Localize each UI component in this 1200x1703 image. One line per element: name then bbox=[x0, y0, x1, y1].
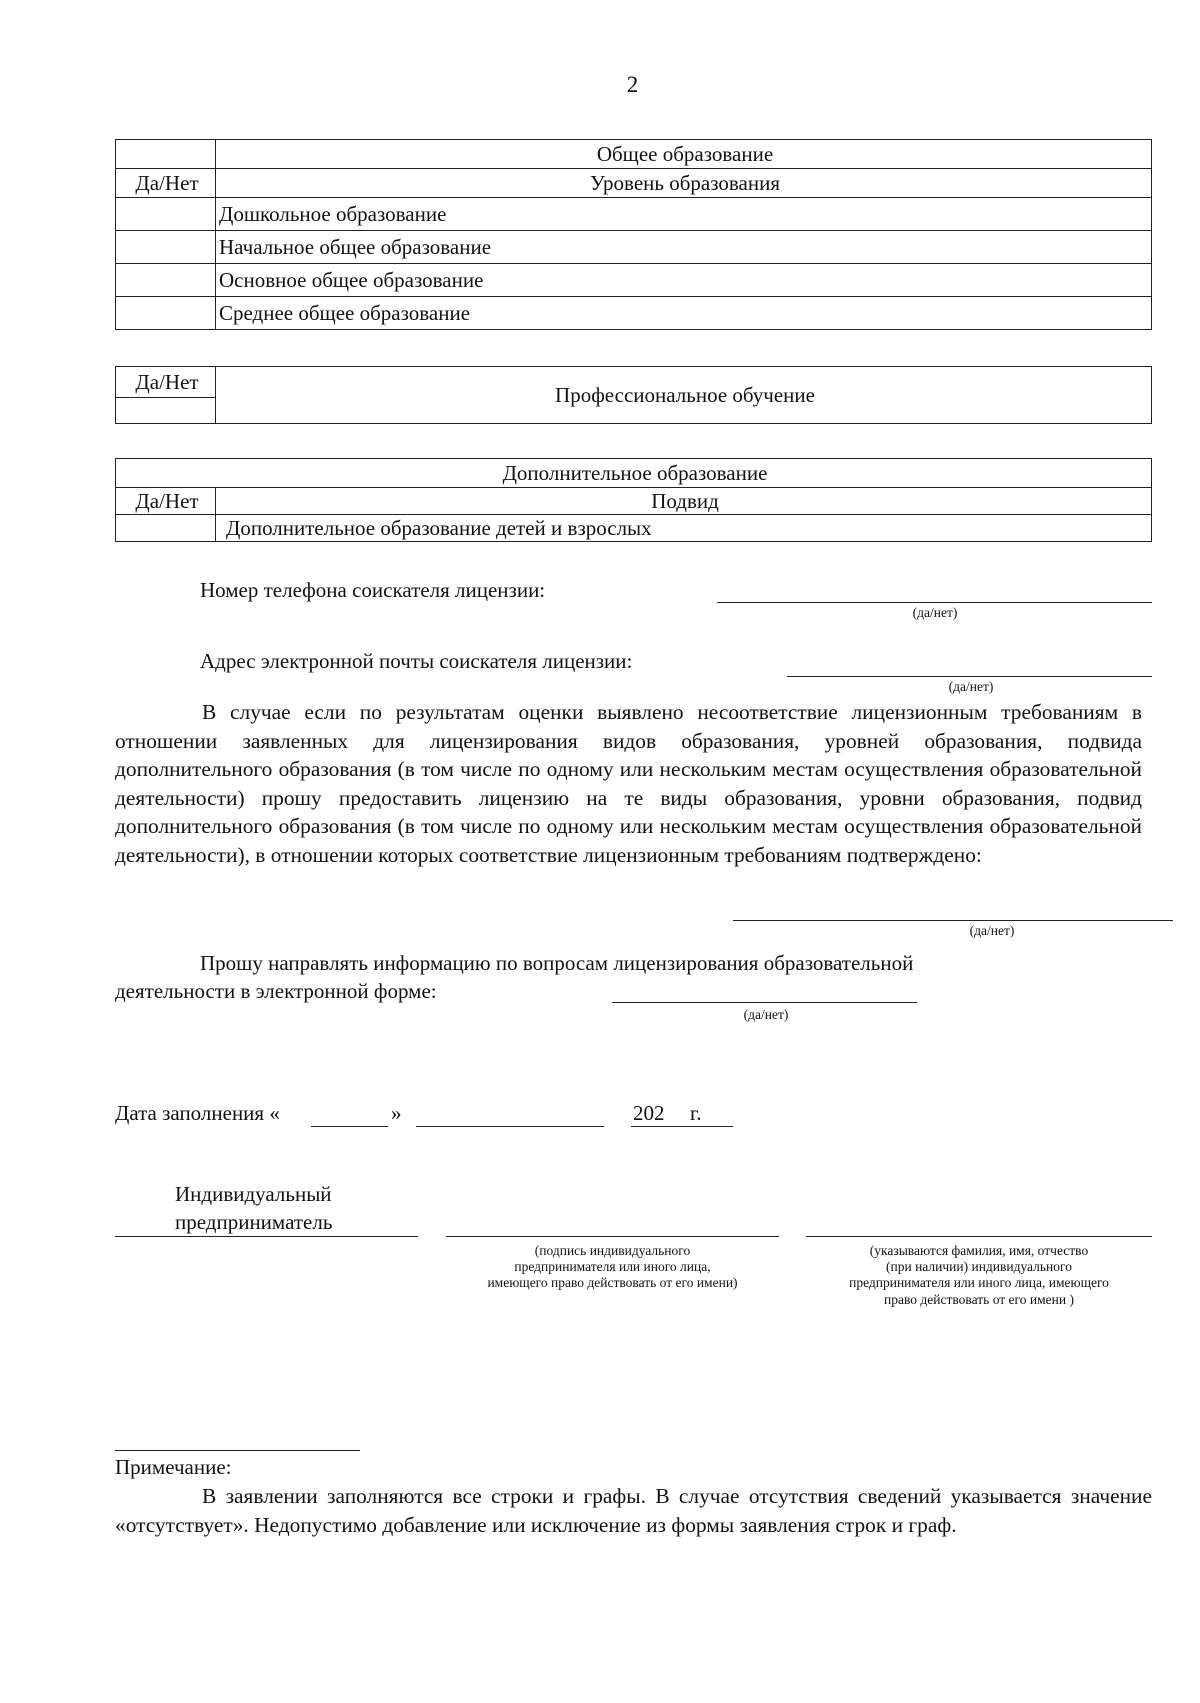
additional-education-header: Дополнительное образование bbox=[116, 459, 1152, 488]
full-name-hint-line: (указываются фамилия, имя, отчество bbox=[869, 1243, 1089, 1258]
page-number: 2 bbox=[626, 72, 639, 97]
nonconformity-paragraph: В случае если по результатам оценки выявлено несоответствие лицензионным требованиям в отношении заявленных для лицензирования видов образования, уровней образования, подвида дополнительного образования (в том числе по одному или нескольким местам осуществления образовательной деятельности) прошу предоставить лицензию на те виды образования, уровни образования, подвид дополнительного образования (в том числе по одному или нескольким местам осуществления образовательной деятельности), в отношении которых соответствие лицензионным требованиям подтверждено: bbox=[115, 700, 1142, 867]
electronic-line2: деятельности в электронной форме: bbox=[115, 979, 437, 1003]
date-year-suffix: г. bbox=[690, 1101, 702, 1125]
general-education-header: Общее образование bbox=[216, 140, 1152, 169]
nonconformity-hint: (да/нет) bbox=[969, 923, 1015, 938]
email-label: Адрес электронной почты соискателя лицензии: bbox=[200, 649, 633, 673]
electronic-field[interactable] bbox=[612, 1002, 917, 1003]
full-name-field[interactable] bbox=[806, 1236, 1152, 1237]
subtype-header: Подвид bbox=[216, 488, 1152, 515]
level-row: Дошкольное образование bbox=[216, 198, 1152, 231]
phone-field[interactable] bbox=[717, 602, 1152, 603]
date-day-field[interactable] bbox=[311, 1126, 388, 1127]
note-text: В заявлении заполняются все строки и графы. В случае отсутствия сведений указывается значение «отсутствует». Недопустимо добавление или исключение из формы заявления строк и граф. bbox=[115, 1484, 1152, 1537]
signature-hint bbox=[446, 1243, 779, 1292]
empty-cell bbox=[116, 140, 216, 169]
yes-no-cell[interactable] bbox=[116, 264, 216, 297]
level-row: Начальное общее образование bbox=[216, 231, 1152, 264]
role-line2: предприниматель bbox=[175, 1210, 333, 1234]
date-year-field[interactable] bbox=[631, 1126, 733, 1127]
level-row: Основное общее образование bbox=[216, 264, 1152, 297]
date-close-quote: » bbox=[391, 1101, 402, 1125]
date-year: 202 bbox=[633, 1101, 665, 1125]
yes-no-cell[interactable] bbox=[116, 515, 216, 542]
electronic-hint: (да/нет) bbox=[743, 1007, 789, 1022]
date-label: Дата заполнения « bbox=[115, 1101, 280, 1125]
signature-field[interactable] bbox=[446, 1236, 779, 1237]
yes-no-cell[interactable] bbox=[116, 297, 216, 330]
note-separator bbox=[115, 1450, 360, 1451]
subtype-row: Дополнительное образование детей и взрослых bbox=[216, 515, 1152, 542]
general-education-table bbox=[115, 139, 1152, 330]
level-header: Уровень образования bbox=[216, 169, 1152, 198]
yes-no-header: Да/Нет bbox=[116, 367, 216, 398]
yes-no-cell[interactable] bbox=[116, 398, 216, 424]
signature-hint-line: имеющего право действовать от его имени) bbox=[487, 1275, 738, 1291]
yes-no-header: Да/Нет bbox=[116, 169, 216, 198]
phone-label: Номер телефона соискателя лицензии: bbox=[200, 578, 546, 602]
electronic-line1: Прошу направлять информацию по вопросам лицензирования образовательной bbox=[200, 951, 914, 975]
role-underline bbox=[115, 1236, 418, 1237]
full-name-hint-line: право действовать от его имени ) bbox=[884, 1291, 1074, 1307]
date-month-field[interactable] bbox=[416, 1126, 604, 1127]
level-row: Среднее общее образование bbox=[216, 297, 1152, 330]
full-name-hint-line: предпринимателя или иного лица, имеющего bbox=[849, 1275, 1109, 1291]
additional-education-table bbox=[115, 458, 1152, 542]
full-name-hint bbox=[806, 1243, 1152, 1308]
full-name-hint-line: (при наличии) индивидуального bbox=[886, 1259, 1072, 1275]
signature-hint-line: (подпись индивидуального bbox=[534, 1243, 691, 1258]
yes-no-header: Да/Нет bbox=[116, 488, 216, 515]
note-title: Примечание: bbox=[115, 1455, 232, 1479]
signature-hint-line: предпринимателя или иного лица, bbox=[514, 1259, 711, 1275]
professional-training-table bbox=[115, 366, 1152, 424]
nonconformity-field[interactable] bbox=[733, 920, 1173, 921]
yes-no-cell[interactable] bbox=[116, 198, 216, 231]
phone-hint: (да/нет) bbox=[912, 605, 958, 620]
email-hint: (да/нет) bbox=[948, 679, 994, 694]
yes-no-cell[interactable] bbox=[116, 231, 216, 264]
professional-training-title: Профессиональное обучение bbox=[216, 367, 1152, 424]
role-line1: Индивидуальный bbox=[175, 1182, 332, 1206]
email-field[interactable] bbox=[787, 676, 1152, 677]
